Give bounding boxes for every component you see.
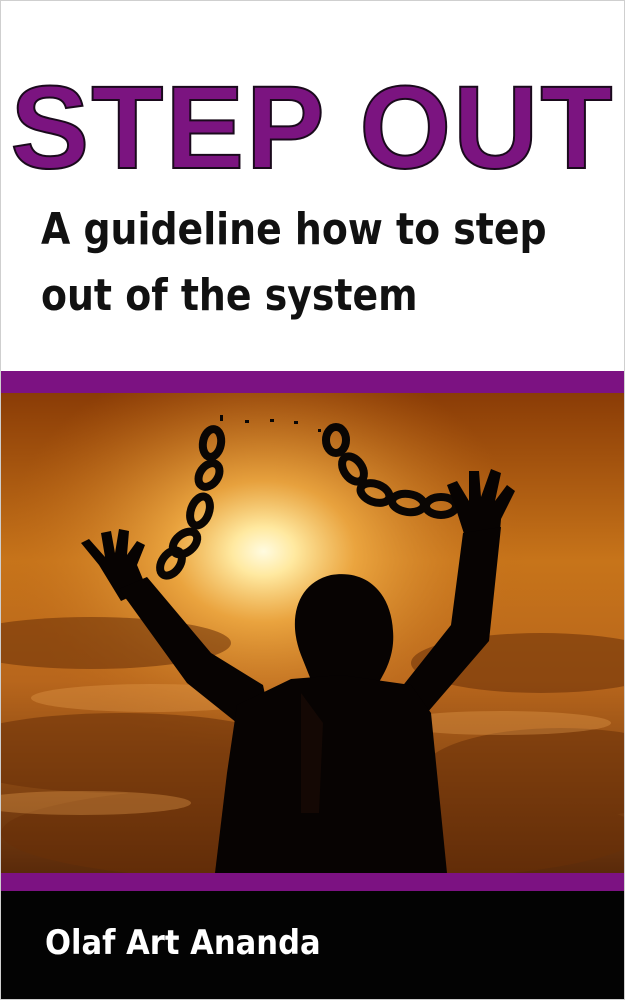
top-accent-band bbox=[1, 371, 625, 393]
book-subtitle bbox=[41, 197, 547, 329]
subtitle-line-1: A guideline how to step bbox=[41, 204, 547, 255]
cover-photo bbox=[1, 393, 625, 873]
author-name: Olaf Art Ananda bbox=[45, 923, 321, 963]
subtitle-line-2: out of the system bbox=[41, 270, 418, 321]
book-title: STEP OUT bbox=[10, 62, 615, 194]
bottom-accent-band bbox=[1, 873, 625, 891]
